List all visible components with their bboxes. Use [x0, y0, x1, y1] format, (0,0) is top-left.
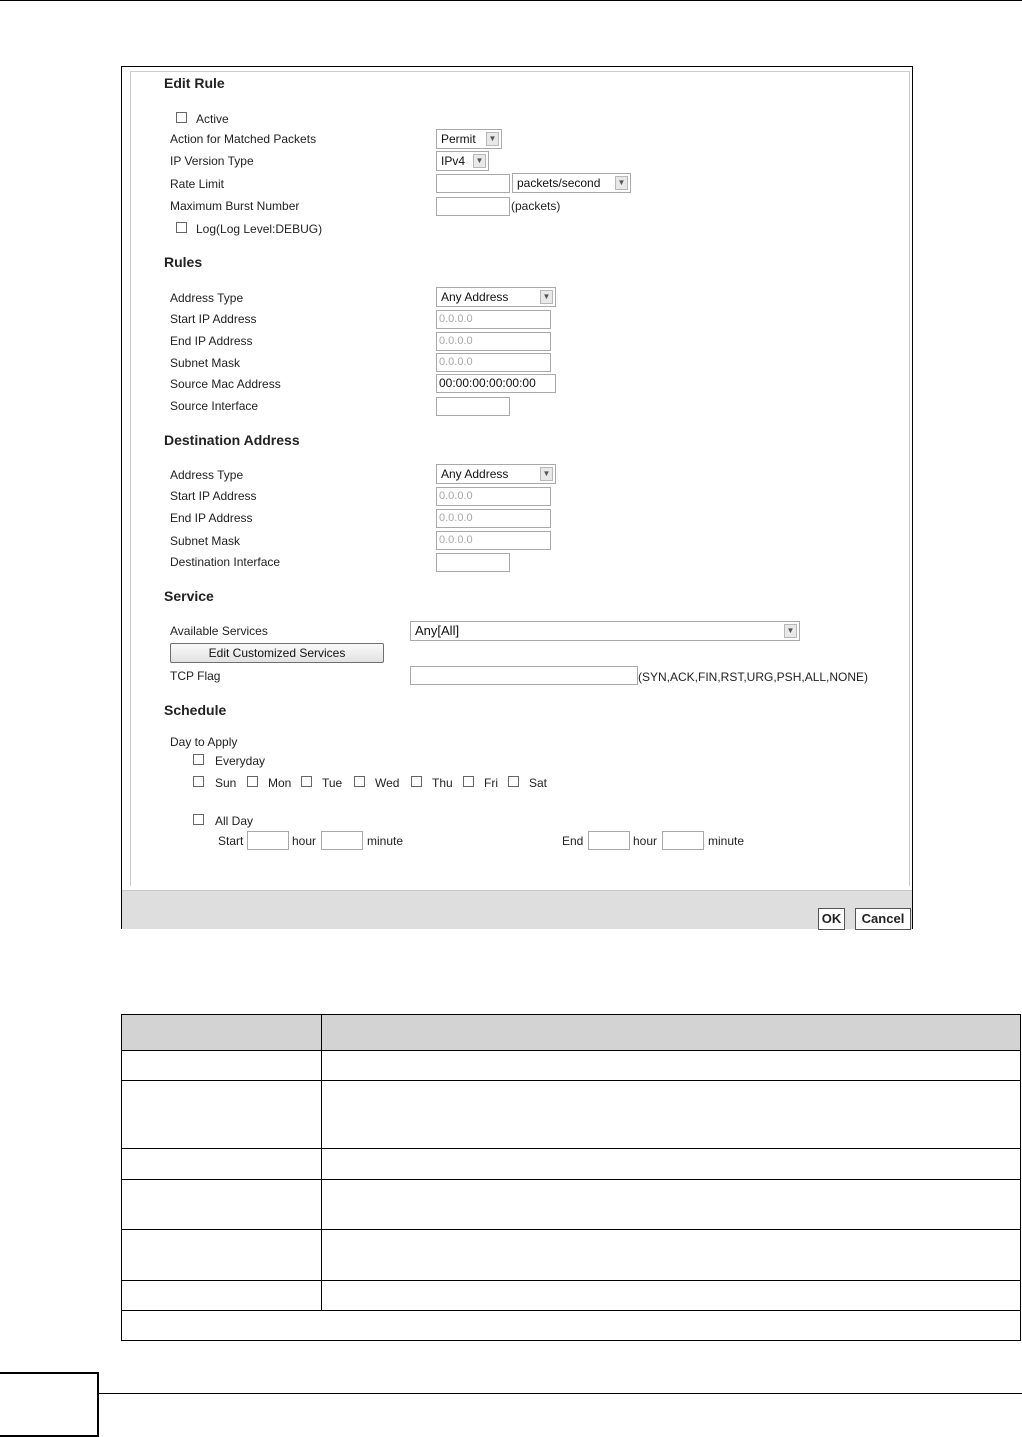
table-row-divider [121, 1050, 1021, 1051]
dst-address-type-select[interactable] [436, 464, 556, 484]
mon-label: Mon [268, 776, 292, 790]
table-row-divider [121, 1310, 1021, 1311]
dst-address-type-value: Any Address [441, 467, 509, 481]
source-interface-label: Source Interface [170, 399, 259, 413]
action-label: Action for Matched Packets [170, 132, 317, 146]
tcp-flag-label: TCP Flag [170, 669, 221, 683]
table-row-divider [121, 1229, 1021, 1230]
sat-checkbox[interactable] [508, 776, 519, 787]
table-row-divider [121, 1179, 1021, 1180]
rate-limit-input[interactable] [436, 174, 510, 193]
action-select-value: Permit [441, 132, 476, 146]
log-checkbox[interactable] [176, 222, 187, 233]
table-border-left [121, 1014, 122, 1341]
available-services-value: Any[All] [415, 623, 460, 638]
action-select[interactable] [436, 129, 502, 149]
table-row-divider [121, 1280, 1021, 1281]
active-checkbox[interactable] [176, 112, 187, 123]
dst-end-ip-input[interactable]: 0.0.0.0 [436, 509, 551, 528]
everyday-label: Everyday [215, 754, 266, 768]
end-minute-label: minute [708, 834, 745, 848]
tcp-flag-input[interactable] [410, 666, 638, 685]
dst-address-type-label: Address Type [170, 468, 244, 482]
ok-button[interactable]: OK [818, 908, 845, 930]
active-label: Active [196, 112, 229, 126]
chevron-down-icon: ▼ [486, 132, 499, 146]
table-header-row [121, 1015, 1020, 1050]
sat-label: Sat [529, 776, 548, 790]
ip-version-select[interactable] [436, 151, 489, 171]
cancel-button[interactable]: Cancel [855, 908, 911, 930]
table-column-divider [321, 1014, 322, 1310]
src-end-ip-label: End IP Address [170, 334, 253, 348]
chevron-down-icon: ▼ [540, 467, 553, 481]
end-label: End [562, 834, 584, 848]
table-row-divider [121, 1148, 1021, 1149]
source-interface-input[interactable] [436, 397, 510, 416]
wed-checkbox[interactable] [354, 776, 365, 787]
src-start-ip-label: Start IP Address [170, 312, 257, 326]
start-hour-label: hour [292, 834, 317, 848]
schedule-title: Schedule [164, 702, 227, 718]
start-minute-label: minute [367, 834, 404, 848]
table-border-top [121, 1014, 1021, 1015]
sun-checkbox[interactable] [193, 776, 204, 787]
src-end-ip-input[interactable]: 0.0.0.0 [436, 332, 551, 351]
src-start-ip-input[interactable]: 0.0.0.0 [436, 310, 551, 329]
ip-version-value: IPv4 [441, 154, 466, 168]
src-subnet-label: Subnet Mask [170, 356, 241, 370]
source-mac-input[interactable]: 00:00:00:00:00:00 [436, 374, 556, 393]
allday-checkbox[interactable] [193, 814, 204, 825]
tue-checkbox[interactable] [301, 776, 312, 787]
chevron-down-icon: ▼ [615, 176, 628, 190]
available-services-label: Available Services [170, 624, 268, 638]
sun-label: Sun [215, 776, 237, 790]
max-burst-label: Maximum Burst Number [170, 199, 300, 213]
form-footer-bar [122, 890, 912, 929]
destination-title: Destination Address [164, 432, 300, 448]
dst-subnet-label: Subnet Mask [170, 534, 241, 548]
destination-interface-label: Destination Interface [170, 555, 281, 569]
ip-version-label: IP Version Type [170, 154, 254, 168]
dst-subnet-input[interactable]: 0.0.0.0 [436, 531, 551, 550]
wed-label: Wed [375, 776, 400, 790]
chevron-down-icon: ▼ [784, 624, 797, 638]
day-to-apply-label: Day to Apply [170, 735, 238, 749]
dst-end-ip-label: End IP Address [170, 511, 253, 525]
tcp-flag-hint: (SYN,ACK,FIN,RST,URG,PSH,ALL,NONE) [638, 670, 869, 684]
src-subnet-input[interactable]: 0.0.0.0 [436, 353, 551, 372]
edit-rule-screenshot [121, 66, 913, 929]
page-number-box [0, 1372, 99, 1437]
table-border-right [1020, 1014, 1021, 1341]
rate-unit-select[interactable] [512, 173, 631, 193]
service-title: Service [164, 588, 214, 604]
start-minute-input[interactable] [321, 831, 363, 850]
page-bottom-rule [99, 1393, 1022, 1394]
fri-checkbox[interactable] [463, 776, 474, 787]
fri-label: Fri [484, 776, 498, 790]
table-row-divider [121, 1080, 1021, 1081]
rules-title: Rules [164, 254, 203, 270]
thu-label: Thu [432, 776, 453, 790]
end-hour-input[interactable] [588, 831, 630, 850]
chevron-down-icon: ▼ [473, 154, 486, 168]
max-burst-unit: (packets) [511, 199, 561, 213]
source-mac-label: Source Mac Address [170, 377, 281, 391]
available-services-select[interactable] [410, 621, 800, 641]
end-minute-input[interactable] [662, 831, 704, 850]
dst-start-ip-input[interactable]: 0.0.0.0 [436, 487, 551, 506]
rate-unit-value: packets/second [517, 176, 601, 190]
everyday-checkbox[interactable] [193, 754, 204, 765]
rate-limit-label: Rate Limit [170, 177, 225, 191]
end-hour-label: hour [633, 834, 658, 848]
thu-checkbox[interactable] [411, 776, 422, 787]
mon-checkbox[interactable] [247, 776, 258, 787]
start-label: Start [218, 834, 244, 848]
page-top-rule [0, 0, 1022, 1]
allday-label: All Day [215, 814, 254, 828]
src-address-type-select[interactable] [436, 287, 556, 307]
start-hour-input[interactable] [247, 831, 289, 850]
dst-start-ip-label: Start IP Address [170, 489, 257, 503]
src-address-type-label: Address Type [170, 291, 244, 305]
edit-customized-services-button[interactable]: Edit Customized Services [170, 643, 384, 663]
log-label: Log(Log Level:DEBUG) [196, 222, 323, 236]
destination-interface-input[interactable] [436, 553, 510, 572]
tue-label: Tue [322, 776, 343, 790]
chevron-down-icon: ▼ [540, 290, 553, 304]
table-border-bottom [121, 1340, 1021, 1341]
max-burst-input[interactable] [436, 197, 510, 216]
edit-rule-title: Edit Rule [164, 75, 225, 91]
src-address-type-value: Any Address [441, 290, 509, 304]
